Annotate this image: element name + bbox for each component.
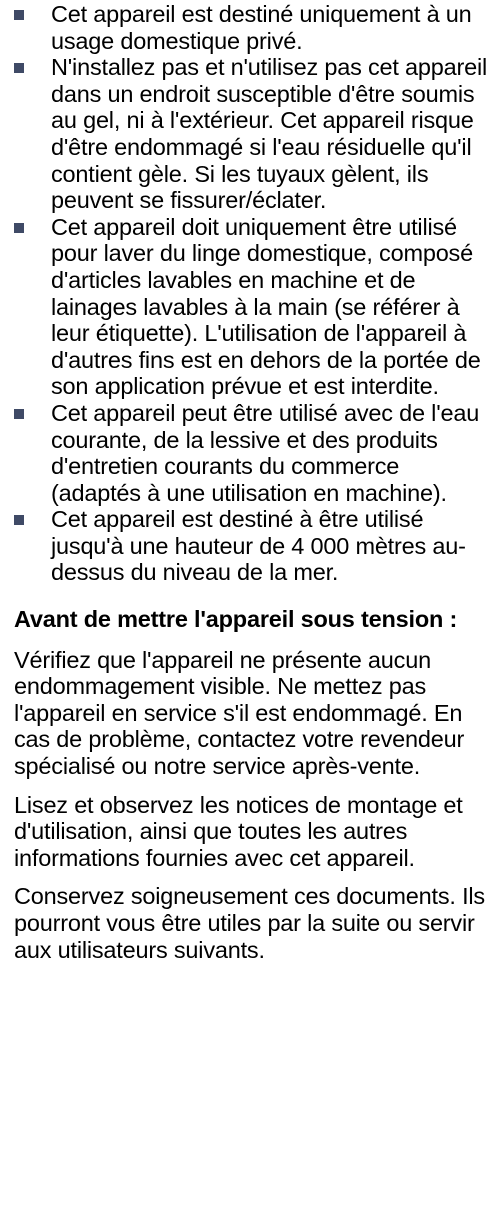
- bullet-text: Cet appareil est destiné uniquement à un usage domestique privé.: [51, 1, 472, 54]
- bullet-text: Cet appareil peut être utilisé avec de l'eau courante, de la lessive et des produits d'entretien courants du commerce (adaptés à une utilisation en machine).: [51, 399, 480, 506]
- safety-bullet-list: [14, 0, 492, 586]
- bullet-text: Cet appareil doit uniquement être utilisé pour laver du linge domestique, composé d'articles lavables en machine et de lainages lavables à la main (se référer à leur étiquette). L'utilisation de l'appareil à d'autres fins est en dehors de la portée de son application prévue et est interdite.: [51, 213, 481, 400]
- bullet-text: Cet appareil est destiné à être utilisé jusqu'à une hauteur de 4 000 mètres au-dessus du niveau de la mer.: [51, 506, 466, 586]
- paragraph-keep-documents: Conservez soigneusement ces documents. Ils pourront vous être utiles par la suite ou servir aux utilisateurs suivants.: [14, 883, 485, 963]
- square-bullet-icon: [14, 10, 24, 20]
- bullet-item-detergents: [14, 400, 492, 506]
- paragraph-inspect-damage: Vérifiez que l'appareil ne présente aucun endommagement visible. Ne mettez pas l'appareil en service s'il est endommagé. En cas de problème, contactez votre revendeur spécialisé ou notre service après-vente.: [14, 646, 465, 780]
- bullet-item-altitude: [14, 506, 492, 586]
- section-heading: Avant de mettre l'appareil sous tension :: [14, 606, 458, 633]
- square-bullet-icon: [14, 515, 24, 525]
- square-bullet-icon: [14, 223, 24, 233]
- paragraph-read-instructions: Lisez et observez les notices de montage et d'utilisation, ainsi que toutes les autres informations fournies avec cet appareil.: [14, 791, 463, 871]
- bullet-item-frost-warning: [14, 54, 492, 214]
- bullet-text: N'installez pas et n'utilisez pas cet appareil dans un endroit susceptible d'être soumis au gel, ni à l'extérieur. Cet appareil risque d'être endommagé si l'eau résiduelle qu'il contient gèle. Si les tuyaux gèlent, ils peuvent se fissurer/éclater.: [51, 54, 488, 214]
- square-bullet-icon: [14, 409, 24, 419]
- square-bullet-icon: [14, 63, 24, 73]
- bullet-item-laundry-use: [14, 214, 492, 400]
- bullet-item-domestic-use: [14, 1, 492, 54]
